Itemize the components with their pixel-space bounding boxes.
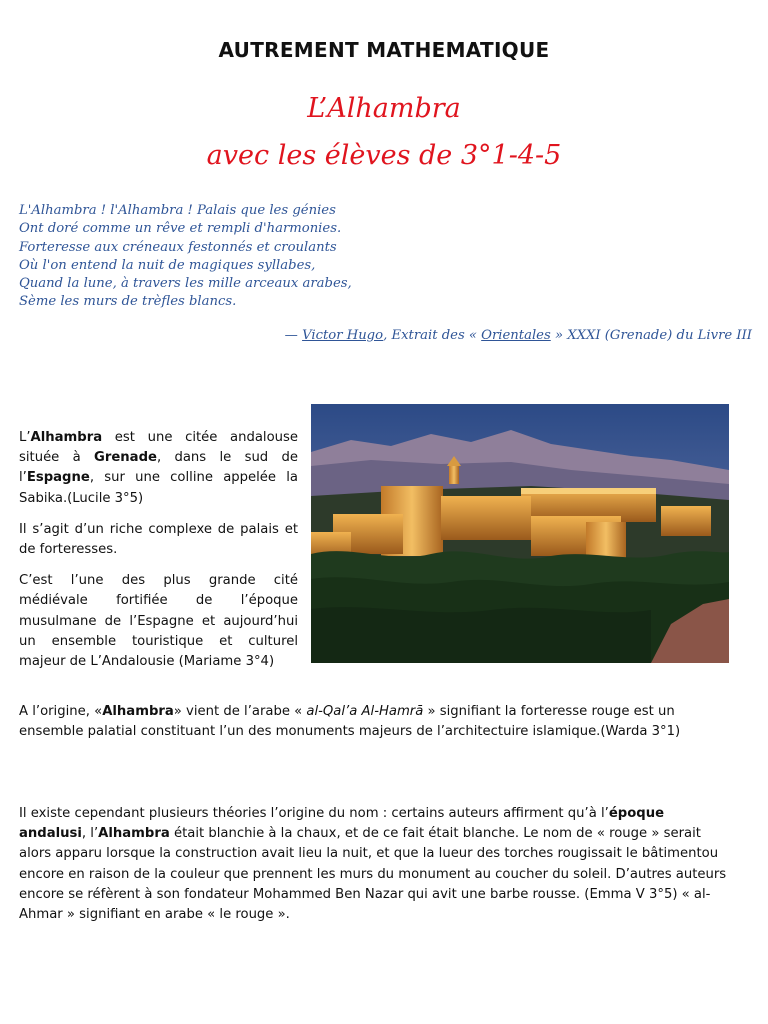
bold-alhambra: Alhambra <box>98 826 170 842</box>
text-run: , dans le sud de l’ <box>19 450 298 486</box>
bold-grenade: Grenade <box>94 450 157 466</box>
title-line-2: avec les élèves de 3°1-4-5 <box>206 140 562 171</box>
bold-epoque-andalusi: époque andalusi <box>19 806 665 842</box>
bold-alhambra: Alhambra <box>30 430 103 445</box>
bold-espagne: Espagne <box>26 470 90 486</box>
intro-paragraph-3: C’est l’une des plus grande cité médiévale fortifiée de l’époque musulmane de l’Espagne et aujourd’hui un ensemble touristique et culturel majeur de L’Andalousie (Mariame 3°4) <box>19 573 298 670</box>
poem-line: Sème les murs de trèfles blancs. <box>19 294 237 310</box>
work-link[interactable]: Orientales <box>481 328 551 343</box>
text-run: était blanchie à la chaux, et de ce fait était blanche. Le nom de « rouge » serait alors apparu lorsque la construction avait lieu la nuit, et que la lueur des torches rougissait le bâtimentou encore en raison de la couleur que prennent les murs du monument au coucher du soleil. D’autres auteurs encore se réfèrent à son fondateur Mohammed Ben Nazar qui avit une barbe rousse. (Emma V 3°5) « al-Ahmar » signifiant en arabe « le rouge ». <box>19 826 727 923</box>
text-run: » signifiant la forteresse rouge est un ensemble palatial constituant l’un des monuments majeurs de l’architectuire islamique.(Warda 3°1) <box>19 704 681 740</box>
text-run: est une citée andalouse située à <box>19 430 298 466</box>
bold-alhambra: Alhambra <box>102 704 174 719</box>
poem-line: Forteresse aux créneaux festonnés et croulants <box>19 239 337 255</box>
poem-citation <box>285 328 752 343</box>
text-run: Il existe cependant plusieurs théories l’origine du nom : certains auteurs affirment qu’à l’ <box>19 806 609 821</box>
author-link[interactable]: Victor Hugo <box>302 328 384 343</box>
text-run: A l’origine, « <box>19 704 103 719</box>
italic-arabic-name: al-Qal’a Al-Hamrā <box>306 704 424 719</box>
text-run: » vient de l’arabe « <box>173 704 307 719</box>
text-run: , l’ <box>81 826 99 842</box>
theory-paragraph <box>19 804 731 925</box>
alhambra-photo <box>311 404 729 663</box>
poem-line: L'Alhambra ! l'Alhambra ! Palais que les génies <box>19 203 336 218</box>
origin-paragraph <box>19 702 731 742</box>
poem <box>19 202 579 312</box>
text-run: , sur une colline appelée la Sabika.(Lucile 3°5) <box>19 470 298 506</box>
citation-dash: — <box>284 328 303 343</box>
title-line-1: L’Alhambra <box>307 93 461 124</box>
intro-paragraph-1 <box>19 428 298 509</box>
poem-line: Ont doré comme un rêve et rempli d'harmonies. <box>19 221 342 237</box>
page-header: AUTREMENT MATHEMATIQUE <box>218 38 550 62</box>
citation-mid: , Extrait des « <box>383 328 482 343</box>
citation-tail: » XXXI (Grenade) du Livre III <box>550 328 752 343</box>
intro-column <box>19 428 298 683</box>
text-run: L’ <box>19 430 31 445</box>
intro-paragraph-2: Il s’agit d’un riche complexe de palais et de forteresses. <box>19 521 298 558</box>
poem-line: Où l'on entend la nuit de magiques syllabes, <box>19 257 316 273</box>
poem-line: Quand la lune, à travers les mille arceaux arabes, <box>19 276 352 292</box>
